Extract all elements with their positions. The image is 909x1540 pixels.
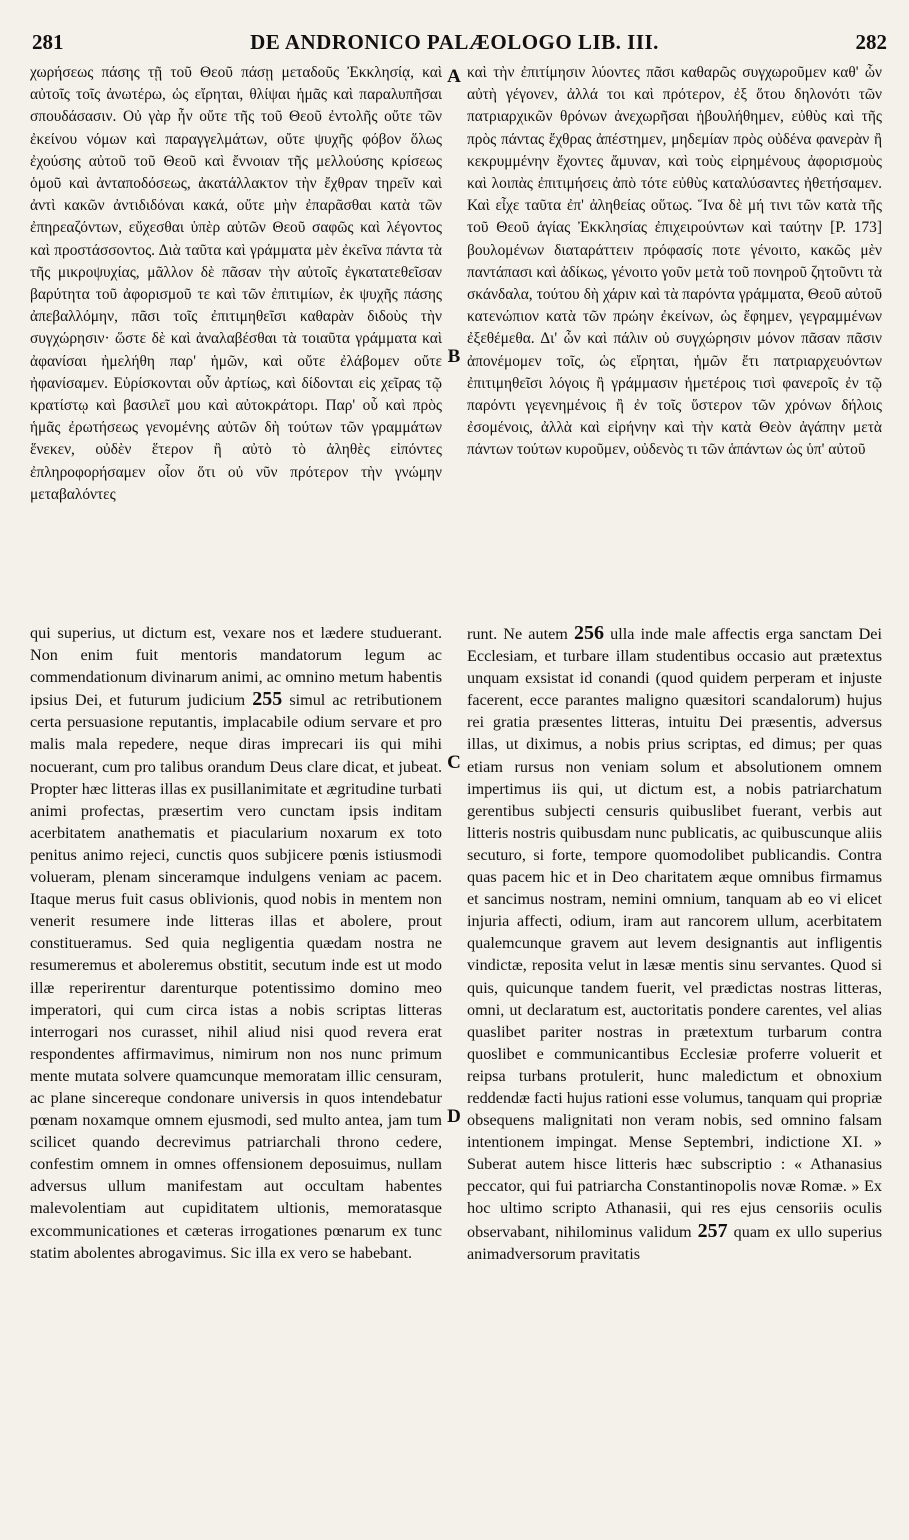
greek-column-right xyxy=(467,62,882,462)
latin-text-left-2: simul ac retributionem certa persuasione reputantis, implacabile odium servare et pro malis mala repedere, neque diras imprecari iis qui mihi nocuerant, cum pro talibus orandum Deus clare dicat, et jubeat. Propter hæc litteras illas ex pusillanimitate et ægritudine turbati animi profectas, præsertim vero cunctam ipsis inditam acerbitatem anathematis et piacularium noxarum ex toto penitus animo rejeci, cunctis quos subjicere pœnis istiusmodi volueram, plenam sinceramque indulgens veniam ac pacem. Itaque merus fuit casus oblivionis, quod nobis in mentem non venerit resumere inde litteras illas et abolere, prout constitueramus. Sed quia negligentia quædam nostra ne resumeremus et aboleremus obstitit, secutum inde est ut modo illæ reperirentur darenturque potentissimo domino meo imperatori, qui cum circa istas a nobis scriptas litteras interrogari nos curasset, nihil aliud nisi quod revera erat respondentes affirmavimus, nimirum non nos nunc primum mente mutata solvere quamcunque memoratam illic censuram, ac plane sincereque condonare universis in quos intendebatur pœnam noxamque omnem ejusmodi, sed multo antea, jam tum scilicet quando decrevimus patriarchali throno cedere, confestim omnem in omnes offensionem deposuimus, nullam adversus ullum manifestam aut occultam habentes malevolentiam aut cupiditatem ultionis, memoratasque excommunicationes et cæteras irrogationes pœnarum ex tunc statim abolentes abrogavimus. Sic illa ex vero se habebant. xyxy=(30,691,443,1262)
latin-column-right xyxy=(467,622,882,1265)
section-marker-b: B xyxy=(447,346,461,367)
column-number-255: 255 xyxy=(252,688,283,711)
page-number-left: 281 xyxy=(32,30,64,54)
latin-column-left xyxy=(30,622,442,1264)
column-number-256: 256 xyxy=(574,622,605,644)
section-marker-d: D xyxy=(447,1106,461,1127)
latin-text-right-1: runt. Ne autem xyxy=(467,625,568,643)
column-number-257: 257 xyxy=(697,1219,728,1242)
latin-paragraph-left xyxy=(30,622,442,1264)
running-title: DE ANDRONICO PALÆOLOGO LIB. III. xyxy=(250,30,659,54)
greek-text-left: χωρήσεως πάσης τῇ τοῦ Θεοῦ πάσῃ μεταδοῦς Ἐκκλησίᾳ, καὶ αὐτοῖς τοῖς ἀνωτέρω, ὡς εἴρηται, θλίψαι ἡμᾶς καὶ παραλυπῆσαι σπουδάσασιν. Οὐ γὰρ ἦν οὔτε τῆς τοῦ Θεοῦ ἐντολῆς οὔτε τῶν ἐκείνου νόμων καὶ παραγγελμάτων, οὔτε ψυχῆς φόβον ὅλως ἐχούσης αὐτοῦ τοῦ Θεοῦ καὶ ἔννοιαν τῆς μελλούσης κρίσεως ὁμοῦ καὶ ἀνταποδόσεως, ἀκατάλλακτον τὴν ἔχθραν τηρεῖν καὶ ἀντὶ κακῶν ἀντιδιδόναι κακά, οὔτε μὴν ἐπαρᾶσθαι κατὰ τῶν ἐπηρεαζόντων, εὔχεσθαι ὑπὲρ αὐτῶν Θεοῦ σαφῶς καὶ λέγοντος καὶ προστάσσοντος. Διὰ ταῦτα καὶ γράμματα μὲν ἐκεῖνα πάντα τὰ τῆς μικροψυχίας, μᾶλλον δὲ πᾶσαν τὴν αὐτοῖς ἐγκατατεθεῖσαν βαρύτητα τοῦ ἀφορισμοῦ τε καὶ τῶν ἐπιτιμίων, ἐκ ψυχῆς πάσης ἀπεβαλλόμην, πᾶσι τοῖς ἐπιτιμηθεῖσι καθαρὰν διδοὺς τὴν συγχώρησιν· ὥστε δὲ καὶ ἀναλαβέσθαι τὰ τοιαῦτα γράμματα καὶ ἀφανίσαι ἠμελήθη παρ' ἡμῶν, καὶ οὔτε ἐλάβομεν οὔτε ἠφανίσαμεν. Εὑρίσκονται οὖν ἀρτίως, καὶ δίδονται εἰς χεῖρας τῷ κρατίστῳ καὶ βασιλεῖ μου καὶ αὐτοκράτορι. Παρ' οὗ καὶ πρὸς ἡμᾶς ἐρωτήσεως γενομένης αὐτῶν δὴ τούτων τῶν γραμμάτων ἕνεκεν, οὐδὲν ἕτερον ἢ αὐτὸ τὸ ἀληθὲς εἰπόντες ἐπληροφορήσαμεν οἷον ὅτι οὐ νῦν πρότερον τὴν γνώμην μεταβαλόντες xyxy=(30,64,442,503)
greek-column-left xyxy=(30,62,442,506)
section-marker-c: C xyxy=(447,752,461,773)
latin-text-left-1: qui superius, ut dictum est, vexare nos et lædere studuerant. Non enim fuit mentoris mandatorum legum ac commendationum divinarum animi, ac omnino metum habentis ipsius Dei, et futurum judicium xyxy=(30,624,442,710)
latin-paragraph-right xyxy=(467,622,882,1265)
greek-text-right: καὶ τὴν ἐπιτίμησιν λύοντες πᾶσι καθαρῶς συγχωροῦμεν καθ' ὧν αὐτὴ γέγονεν, ἀλλά τοι καὶ πρότερον, ἐξ ὅτου δηλονότι τῶν πατριαρχικῶν θρόνων ἀνεχωρῆσαι ἠβουλήθημεν, εὐθὺς καὶ τῆς πρὸς πάντας ἔχθρας ἀπέστημεν, μηδεμίαν πρὸς οὐδένα φανερὰν ἢ κεκρυμμένην ἔχοντες ἄμυναν, καὶ τοὺς εἰρημένους ἀφορισμοὺς καὶ λοιπὰς ἐπιτιμήσεις ἀπὸ τότε εὐθὺς καταλύσαντες ἠθετήσαμεν. Καὶ εἶχε ταῦτα ἐπ' ἀληθείας οὕτως. Ἵνα δὲ μή τινι τῶν κατὰ τῆς τοῦ Θεοῦ ἁγίας Ἐκκλησίας ἐπιχειρούντων καὶ ταύτην [P. 173] βουλομένων διαταράττειν πρόφασίς ποτε γένοιτο, κακῶς μὲν παντάπασι καὶ ἀδίκως, γένοιτο γοῦν μετὰ τοῦ πονηροῦ ζητοῦντι τὰ σκάνδαλα, τούτου δὴ χάριν καὶ τὰ παρόντα γράμματα, Θεοῦ αὐτοῦ κατενώπιον κατὰ τῶν πρώην ἐκείνων, ὡς ἔφημεν, γεγραμμένων ἐξεθέμεθα. Δι' ὧν καὶ πάλιν οὐ συγχώρησιν μόνον πᾶσαν πᾶσιν ἀπονέμομεν τοῖς, ὡς εἴρηται, ἡμῶν ἔτι πατριαρχευόντων ἐπιτιμηθεῖσι λόγοις ἢ γράμμασιν ἡμετέροις τισὶ φανεροῖς ἐν τῷ παρόντι γεγενημένοις ἢ ἐν τοῖς ὕστερον τῶν χρόνων δήλοις ἐσομένοις, ἀλλὰ καὶ εἰρήνην καὶ τὴν κατὰ Θεὸν ἀγάπην μετὰ πάντων τούτων κυροῦμεν, οὐδενὸς τι τῶν ἁπάντων ὡς ὑπ' αὐτοῦ xyxy=(467,64,882,459)
page-number-right: 282 xyxy=(855,30,887,54)
latin-text-right-3: quam ex ullo superius animadversorum pravitatis xyxy=(467,1222,883,1263)
running-header xyxy=(22,30,887,60)
latin-text-right-2: ulla inde male affectis erga sanctam Dei Ecclesiam, et turbare illam studentibus occasio aut prætextus unquam exsistat id conandi (quod quidem perperam et injuste facerent, ecce parantes maligno quæsitori scandalorum) hujus rei gratia præsentes litteras, intuitu Dei præsentis, adversus illas, ut diximus, a nobis prius scriptas, ed dimus; per quas etiam rursus non veniam solum et absolutionem omnem impertimus iis qui, ut dictum est, a nobis patriarchatum gerentibus subjecti censuris quibuslibet fuerant, verbis aut litteris nostris quibusdam nunc publicatis, ac quibuscunque aliis secuturo, si forte, tempore quomodolibet publicandis. Contra quas pacem hic et in Deo charitatem æque omnibus firmamus et sancimus nostram, nemini omnium, tanquam ab eo vi elicet injuria affecti, odium, iram aut rancorem ullum, acerbitatem qualemcunque gravem aut levem designantis aut infligentis vindictæ, reposita velut in læsæ mentis sinu servantes. Quod si quis, quicunque tandem fuerit, vel prædictas nostras litteras, omni, ut declaratum est, auctoritatis pondere carentes, vel alias quaslibet pariter nostras in prætextum turbarum contra quoslibet e communicantibus Ecclesiæ proferre voluerit et reipsa turbans protulerit, hunc maledictum et obnoxium reddendæ facti hujus rationi esse volumus, tanquam qui propriæ obsequens malignitati non veram nobis, sed omnino falsam intentionem impingat. Mense Septembri, indictione XI. » Suberat autem hisce litteris hæc subscriptio : « Athanasius peccator, qui fui patriarcha Constantinopolis novæ Romæ. » Ex hoc ultimo scripto Athanasii, qui res ejus censoriis oculis observabant, nihilominus validum xyxy=(467,625,882,1241)
section-marker-a: A xyxy=(447,66,461,87)
